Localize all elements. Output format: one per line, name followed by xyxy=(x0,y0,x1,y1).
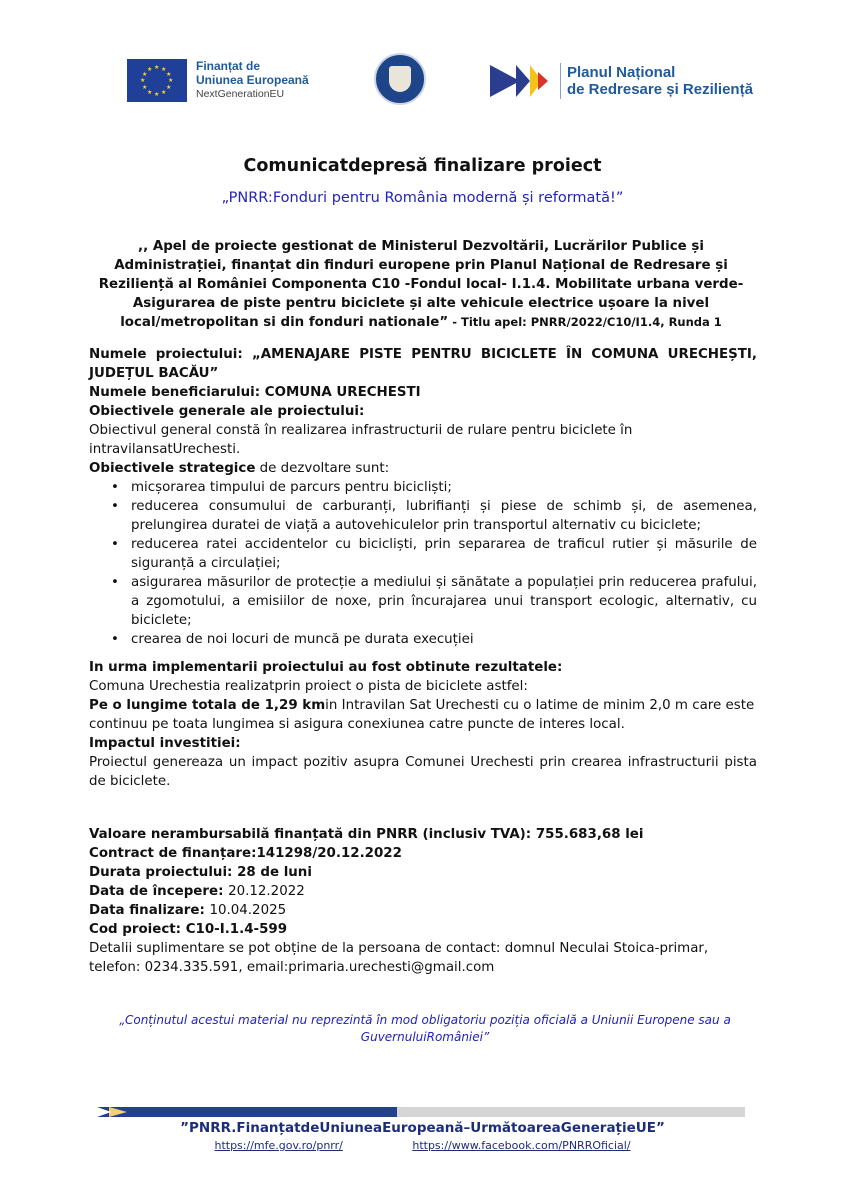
page-title: Comunicatdepresă finalizare proiect xyxy=(243,156,602,176)
bullet-icon: • xyxy=(111,480,119,495)
eu-logo-line1: Finanțat de xyxy=(196,59,261,73)
eu-logo-line2: Uniunea Europeană xyxy=(196,73,309,87)
pnrr-logo-divider xyxy=(560,63,561,99)
strategic-objectives-label xyxy=(89,459,757,478)
footer-arrow-icon xyxy=(97,1107,111,1117)
list-item-text: reducerea ratei accidentelor cu bicicliști, prin separarea de traficul rutier și măsurile de siguranță a circulației; xyxy=(131,537,757,571)
link-mfe-pnrr[interactable]: https://mfe.gov.ro/pnrr/ xyxy=(214,1139,343,1152)
contact-details: Detalii suplimentare se pot obține de la persoana de contact: domnul Neculai Stoica-primar, telefon: 0234.335.591, email:primaria.urechesti@gmail.com xyxy=(89,941,709,975)
project-name xyxy=(89,345,757,383)
duration-label: Durata proiectului: xyxy=(89,865,238,880)
list-item xyxy=(111,630,757,649)
end-date xyxy=(89,901,757,920)
call-text: ,, Apel de proiecte gestionat de Ministerul Dezvoltării, Lucrărilor Publice și Administrației, finanțat din finduri europene prin Planul Național de Redresare și Reziliență al României Componenta C10 -Fondul local- I.1.4. Mobilitate urbana verde- Asigurarea de piste pentru biciclete și alte vehicule electrice ușoare la nivel local/metropolitan si din fonduri nationale” xyxy=(98,239,744,330)
list-item xyxy=(111,497,757,535)
footer-slogan: ”PNRR.FinanțatdeUniuneaEuropeană–UrmătoareaGenerațieUE” xyxy=(180,1120,665,1136)
footer-arrow-icon xyxy=(109,1107,127,1117)
results-length-bold: Pe o lungime totala de 1,29 km xyxy=(89,698,326,713)
start-date-value: 20.12.2022 xyxy=(228,884,305,899)
strategic-objectives-list xyxy=(89,478,757,649)
strategic-label-bold: Obiectivele strategice xyxy=(89,461,256,476)
duration-value: 28 de luni xyxy=(237,865,312,880)
page-subtitle: „PNRR:Fonduri pentru România modernă și reformată!” xyxy=(221,190,624,206)
project-code-value: C10-I.1.4-599 xyxy=(185,922,288,937)
pnrr-arrows-icon xyxy=(490,63,552,99)
start-date-label: Data de începere: xyxy=(89,884,229,899)
guvernul-romaniei-seal-icon xyxy=(374,53,426,105)
disclaimer: „Conținutul acestui material nu reprezintă în mod obligatoriu poziția oficială a Uniunii Europene sau a GuvernuluiRomâniei” xyxy=(119,1013,731,1044)
bullet-icon: • xyxy=(111,537,119,552)
results-section xyxy=(89,658,757,791)
general-objectives-text: Obiectivul general constă în realizarea infrastructurii de rulare pentru biciclete în intravilansatUrechesti. xyxy=(89,423,633,457)
call-title-suffix: - Titlu apel: PNRR/2022/C10/I1.4, Runda 1 xyxy=(448,315,722,329)
list-item xyxy=(111,573,757,630)
contract-label: Contract de finanțare: xyxy=(89,846,257,861)
project-code xyxy=(89,920,757,939)
bullet-icon: • xyxy=(111,575,119,590)
eu-logo-line3: NextGenerationEU xyxy=(196,88,285,100)
duration xyxy=(89,863,757,882)
eu-funding-logo xyxy=(127,58,317,102)
coat-of-arms-icon xyxy=(389,66,411,92)
contract xyxy=(89,844,757,863)
beneficiary: Numele beneficiarului: COMUNA URECHESTI xyxy=(89,385,421,400)
list-item-text: asigurarea măsurilor de protecție a mediului și sănătate a populației prin reducerea prafului, a zgomotului, a emisiilor de noxe, prin încurajarea unui transport ecologic, alternativ, cu biciclete; xyxy=(131,575,757,628)
pnrr-logo xyxy=(490,60,760,102)
results-length-rest: in Intravilan Sat Urechesti cu o latime de minim 2,0 m care este continuu pe toata lungimea si asigura conexiunea catre puncte de interes local. xyxy=(89,698,755,732)
impact-text: Proiectul genereaza un impact pozitiv asupra Comunei Urechesti prin crearea infrastructurii pista de biciclete. xyxy=(89,755,757,789)
list-item xyxy=(111,535,757,573)
end-date-value: 10.04.2025 xyxy=(209,903,287,918)
funding-value-label: Valoare nerambursabilă finanțată din PNRR (inclusiv TVA): xyxy=(89,827,536,842)
project-name-label: Numele proiectului: xyxy=(89,347,243,362)
bullet-icon: • xyxy=(111,499,119,514)
project-details xyxy=(89,345,757,649)
list-item-text: micșorarea timpului de parcurs pentru bicicliști; xyxy=(131,480,452,495)
bullet-icon: • xyxy=(111,632,119,647)
funding-value xyxy=(89,825,757,844)
project-name-value: „AMENAJARE PISTE PENTRU BICICLETE ÎN COMUNA URECHEȘTI, JUDEȚUL BACĂU” xyxy=(89,347,757,381)
list-item-text: crearea de noi locuri de muncă pe durata execuției xyxy=(131,632,474,647)
general-objectives-label: Obiectivele generale ale proiectului: xyxy=(89,404,365,419)
footer-bar-blue-segment xyxy=(97,1107,397,1117)
contract-value: 141298/20.12.2022 xyxy=(256,846,402,861)
footer-bar xyxy=(97,1107,745,1117)
end-date-label: Data finalizare: xyxy=(89,903,210,918)
eu-flag-icon: ★ ★ ★ ★ ★ ★ ★ ★ ★ ★ ★ ★ xyxy=(127,59,187,102)
results-label: In urma implementarii proiectului au fost obtinute rezultatele: xyxy=(89,660,563,675)
impact-label: Impactul investitiei: xyxy=(89,736,241,751)
link-facebook-pnrr[interactable]: https://www.facebook.com/PNRROficial/ xyxy=(412,1139,631,1152)
footer-links xyxy=(0,1139,845,1152)
strategic-label-rest: de dezvoltare sunt: xyxy=(255,461,390,476)
funding-value-amount: 755.683,68 lei xyxy=(535,827,644,842)
call-description xyxy=(95,237,747,332)
start-date xyxy=(89,882,757,901)
results-length xyxy=(89,696,757,734)
project-code-label: Cod proiect: xyxy=(89,922,186,937)
pnrr-logo-line1: Planul Național xyxy=(567,64,676,81)
results-line1: Comuna Urechestia realizatprin proiect o pista de biciclete astfel: xyxy=(89,679,528,694)
pnrr-logo-line2: de Redresare și Reziliență xyxy=(567,81,753,98)
list-item-text: reducerea consumului de carburanți, lubrifianți și piese de schimb și, de asemenea, prelungirea duratei de viață a autovehiculelor prin transportul alternativ cu biciclete; xyxy=(131,499,757,533)
list-item xyxy=(111,478,757,497)
finance-section xyxy=(89,825,757,977)
